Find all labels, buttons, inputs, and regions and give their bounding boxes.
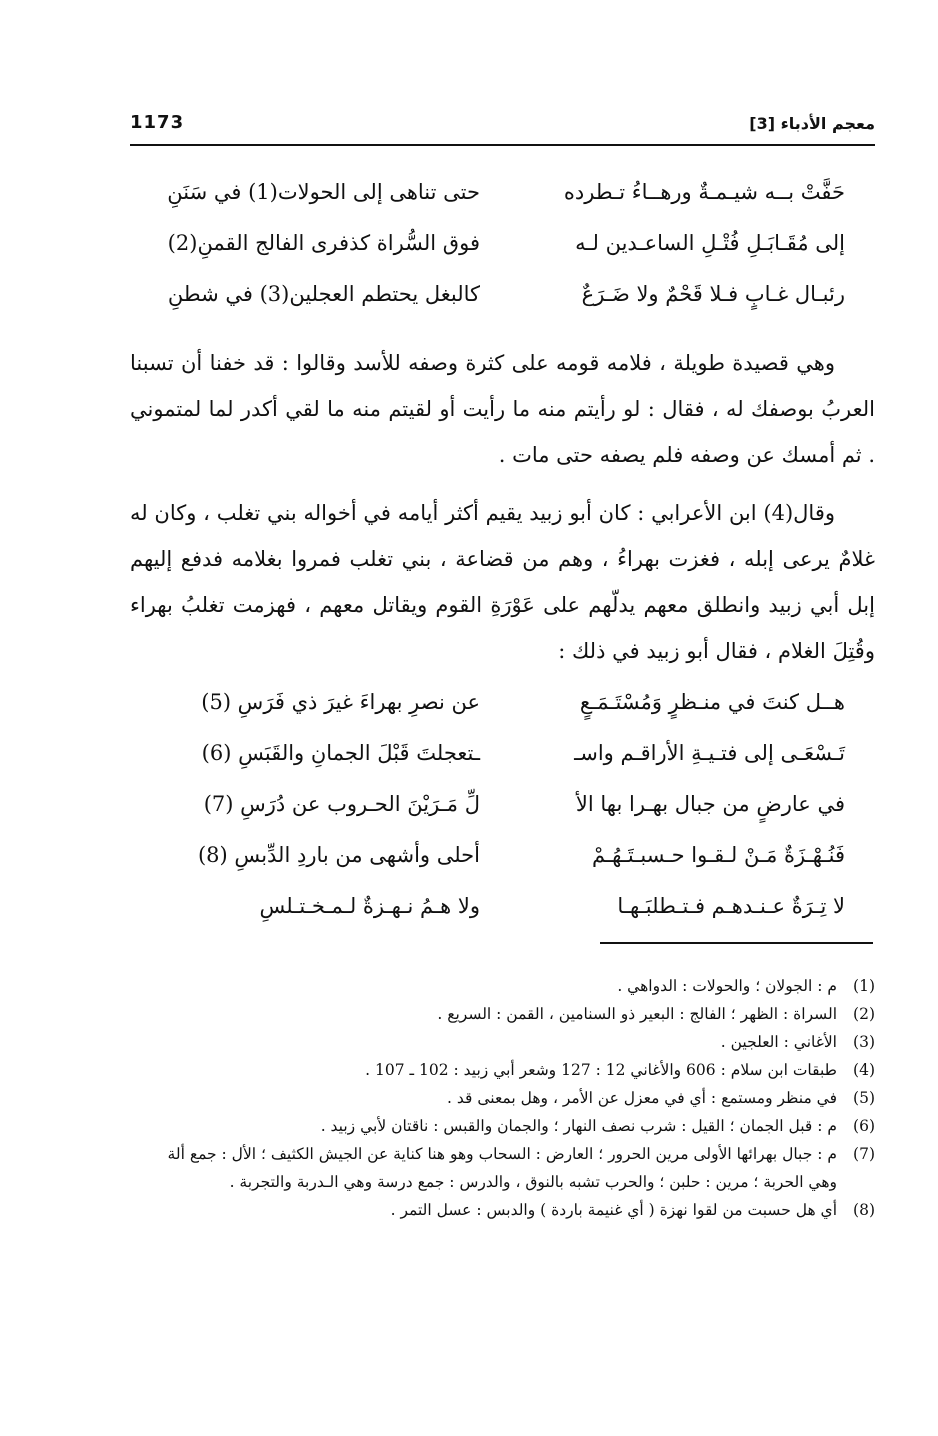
verse-line <box>130 886 875 937</box>
footnote-text: م : جبال بهرائها الأولى مرين الحرور ؛ العارض : السحاب وهو هنا كناية عن الجيش الكثيف ؛ الأل : جمع ألة وهي الحربة ؛ مرين : حلبن ؛ والحرب تشبه بالنوق ، والدرس : جمع درسة وهي الـدربة والتجربة . <box>167 1145 837 1191</box>
footnote-text: في منظر ومستمع : أي في معزل عن الأمر ، وهل بمعنى قد . <box>447 1089 837 1107</box>
footnote-number: (4) <box>853 1061 875 1079</box>
footnote-text: م : قبل الجمان ؛ القيل : شرب نصف النهار ؛ والجمان والقبس : ناقتان لأبي زبيد . <box>320 1117 837 1135</box>
verse-second-hemistich: فوق السُّراة كذفرى الفالج القمنِ(2) <box>167 231 480 255</box>
footnote-number: (6) <box>853 1117 875 1135</box>
footnote-number: (5) <box>853 1089 875 1107</box>
footnote-text: أي هل حسبت من لقوا نهزة ( أي غنيمة باردة ) والدبس : عسل التمر . <box>390 1201 837 1219</box>
verse-first-hemistich: في عارضٍ من جبال بهـرا بها الأ <box>575 792 845 816</box>
verse-first-hemistich: حَفَّتْ بــه شيـمـةٌ ورهــاءُ تـطرده <box>563 180 845 204</box>
verse-second-hemistich: كالبغل يحتطم العجلين(3) في شطنِ <box>167 282 480 306</box>
verse-first-hemistich: فَنُـهْـزَةٌ مَـنْ لـقـوا حـسبـتَـهُـمْ <box>591 843 845 867</box>
footnote-number: (8) <box>853 1201 875 1219</box>
footnote-text: م : الجولان ؛ والحولات : الدواهي . <box>617 977 837 995</box>
footnote-number: (2) <box>853 1005 875 1023</box>
paragraph-text: وهي قصيدة طويلة ، فلامه قومه على كثرة وصفه للأسد وقالوا : قد خفنا أن تسبنا العربُ بوصفك له ، فقال : لو رأيتم منه ما رأيت أو لقيتم منه ما لقي أكدر لما لمتموني . ثم أمسك عن وصفه فلم يصفه حتى مات . <box>130 351 875 467</box>
verse-block-bottom <box>130 682 875 937</box>
verse-line <box>130 682 875 733</box>
footnote <box>140 972 875 1000</box>
running-title: معجم الأدباء [3] <box>749 114 875 133</box>
verse-second-hemistich: ـتعجلتَ قَبْلَ الجمانِ والقَبَسِ (6) <box>201 741 480 765</box>
footnote-rule <box>600 942 873 944</box>
footnote <box>140 1000 875 1028</box>
verse-first-hemistich: تَـسْعَـى إلى فتـيـةِ الأراقـم واسـ <box>574 741 845 765</box>
footnotes <box>140 972 875 1224</box>
verse-first-hemistich: إلى مُقَـابَـلِ فُتْـلِ الساعـدين لـه <box>575 231 845 255</box>
footnote <box>140 1112 875 1140</box>
verse-line <box>130 223 875 274</box>
verse-second-hemistich: حتى تناهى إلى الحولات(1) في سَنَنِ <box>167 180 480 204</box>
footnote-number: (1) <box>853 977 875 995</box>
verse-second-hemistich: لِّ مَـرَيْنَ الحـروب عن دُرَسِ (7) <box>203 792 480 816</box>
page-number: 1173 <box>130 112 185 133</box>
footnote <box>140 1196 875 1224</box>
footnote <box>140 1140 875 1196</box>
verse-line <box>130 274 875 325</box>
footnote-number: (7) <box>853 1145 875 1163</box>
verse-line <box>130 733 875 784</box>
paragraph-2 <box>130 490 875 674</box>
verse-line <box>130 835 875 886</box>
footnote-text: الأغاني : العلجين . <box>720 1033 837 1051</box>
header-rule <box>130 144 875 146</box>
verse-first-hemistich: هــل كنتَ في منـظرٍ وَمُسْتَـمَـعٍ <box>579 690 845 714</box>
verse-second-hemistich: عن نصرِ بهراءَ غيرَ ذي فَرَسِ (5) <box>201 690 480 714</box>
verse-line <box>130 784 875 835</box>
verse-second-hemistich: أحلى وأشهى من باردِ الدِّبسِ (8) <box>197 843 480 867</box>
verse-block-top <box>130 172 875 325</box>
footnote-text: طبقات ابن سلام : 606 والأغاني 12 : 127 وشعر أبي زبيد : 102 ـ 107 . <box>365 1061 837 1079</box>
verse-line <box>130 172 875 223</box>
paragraph-1 <box>130 340 875 478</box>
verse-first-hemistich: رئبـال غـابٍ فـلا قَحْمٌ ولا ضَـرَعٌ <box>581 282 845 306</box>
page-header <box>130 112 875 144</box>
paragraph-text: وقال(4) ابن الأعرابي : كان أبو زبيد يقيم أكثر أيامه في أخواله بني تغلب ، وكان له غلامٌ يرعى إبله ، فغزت بهراءُ ، وهم من قضاعة ، بني تغلب فمروا بغلامه فدفع إليهم إبل أبي زبيد وانطلق معهم يدلّهم على عَوْرَةِ القوم ويقاتل معهم ، فهزمت تغلبُ بهراء وقُتِلَ الغلام ، فقال أبو زبيد في ذلك : <box>130 501 875 663</box>
footnote <box>140 1028 875 1056</box>
footnote <box>140 1056 875 1084</box>
footnote-number: (3) <box>853 1033 875 1051</box>
footnote <box>140 1084 875 1112</box>
footnote-text: السراة : الظهر ؛ الفالج : البعير ذو السنامين ، القمن : السريع . <box>437 1005 837 1023</box>
verse-second-hemistich: ولا هـمُ نـهـزةٌ لـمـخـتـلسِ <box>259 894 480 918</box>
verse-first-hemistich: لا تِـرَةٌ عـنـدهـم فـتـطلبَـهـا <box>617 894 845 918</box>
